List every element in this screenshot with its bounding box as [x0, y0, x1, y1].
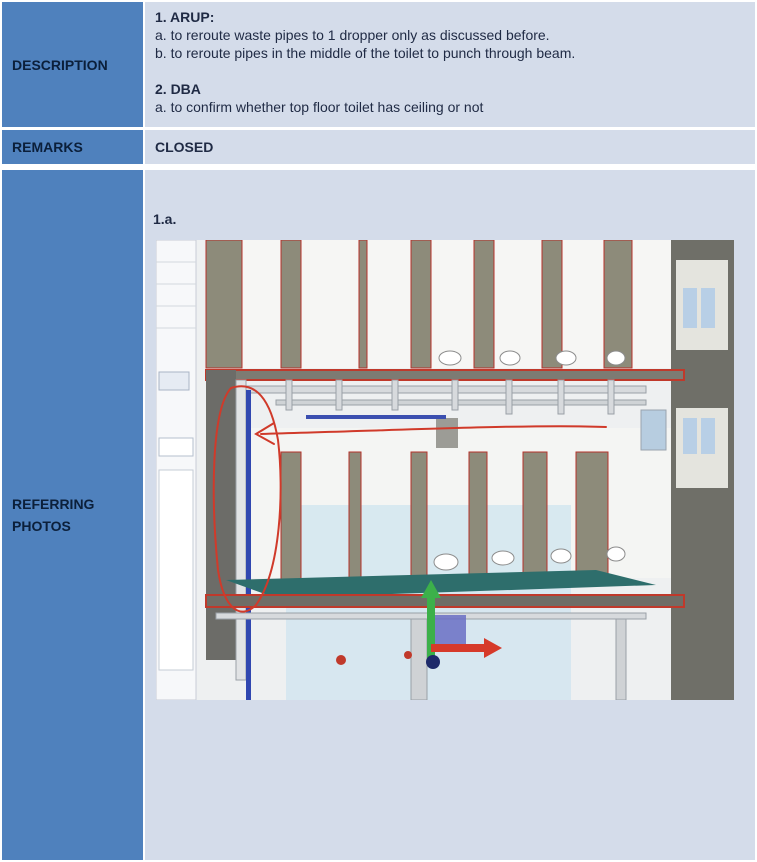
- description-label-cell: [2, 2, 143, 127]
- photos-label-line2: PHOTOS: [12, 518, 71, 534]
- remarks-label: REMARKS: [12, 139, 83, 155]
- photos-label-line1: REFERRING: [12, 496, 95, 512]
- heading-1: 1. ARUP:: [155, 9, 215, 25]
- remarks-value: CLOSED: [155, 139, 214, 155]
- photo-caption: 1.a.: [153, 211, 177, 227]
- remarks-label-cell: [2, 130, 143, 164]
- item-1b: b. to reroute pipes in the middle of the toilet to punch through beam.: [155, 45, 576, 61]
- item-2a: a. to confirm whether top floor toilet has ceiling or not: [155, 99, 484, 115]
- referring-photo: [156, 240, 734, 700]
- spacer: [155, 62, 755, 80]
- item-1a: a. to reroute waste pipes to 1 dropper only as discussed before.: [155, 27, 550, 43]
- description-content-cell: [145, 2, 755, 127]
- remarks-content-cell: [145, 130, 755, 164]
- description-label: DESCRIPTION: [12, 56, 108, 73]
- photos-label-cell: [2, 170, 143, 860]
- model-screenshot-image: [156, 240, 734, 700]
- heading-2: 2. DBA: [155, 81, 201, 97]
